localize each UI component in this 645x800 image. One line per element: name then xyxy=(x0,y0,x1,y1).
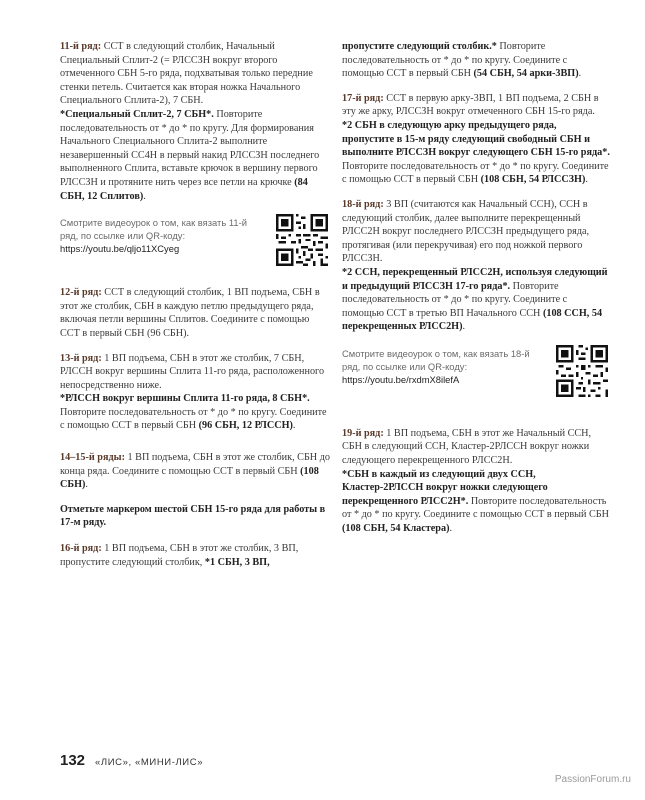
watermark: PassionForum.ru xyxy=(554,774,631,785)
row-18-paragraph xyxy=(342,198,610,334)
marker-note: Отметьте маркером шестой СБН 15-го ряда для работы в 17-м ряду. xyxy=(60,503,326,529)
row-17-end: . xyxy=(585,174,588,186)
video-link[interactable]: https://youtu.be/qljo11XCyeg xyxy=(60,243,180,255)
row-13-text: 1 ВП подъема, СБН в этот же столбик, 7 СБН, РЛССН вокруг вершины Сплита 11-го ряда, расположенного непосредственно ниже. xyxy=(60,352,325,391)
row-17-text-2: Повторите последовательность от * до * по кругу. Соедините с помощью ССТ в первый СБН xyxy=(342,160,609,186)
row-17-paragraph xyxy=(342,92,610,187)
row-17-text: ССТ в первую арку-3ВП, 1 ВП подъема, 2 СБН в эту же арку, РЛССЗН вокруг отмеченного СБН 15-го ряда. xyxy=(342,92,599,118)
row-11-paragraph xyxy=(60,40,330,203)
running-title: «ЛИС», «МИНИ-ЛИС» xyxy=(95,757,204,768)
row-18-text-2: Повторите последовательность от * до * по кругу. Соедините с помощью ССТ в третью ВП Начального ССН xyxy=(342,280,568,319)
row-11-heading: 11-й ряд: xyxy=(60,41,102,52)
row-18-repeat: *2 ССН, перекрещенный РЛСС2Н, используя следующий и предыдущий РЛССЗН 17-го ряда*. xyxy=(342,266,608,292)
row-13-end: . xyxy=(292,420,296,432)
row-13-heading: 13-й ряд: xyxy=(60,352,102,364)
qr-code-icon[interactable] xyxy=(556,345,608,397)
row-19-paragraph xyxy=(342,427,610,536)
row-12-heading: 12-й ряд: xyxy=(60,287,102,299)
rows-14-15-count: (108 СБН) xyxy=(60,465,319,491)
row-17-repeat: *2 СБН в следующую арку предыдущего ряда, пропустите в 15-м ряду следующий свободный СБН и выполните РЛССЗН вокруг следующего СБН 15-го ряда*. xyxy=(342,119,610,159)
row-16-heading: 16-й ряд: xyxy=(60,543,102,555)
page-footer xyxy=(60,752,203,770)
row-17-count: (108 СБН, 54 РЛССЗН) xyxy=(480,174,586,186)
left-column xyxy=(60,40,330,580)
right-column xyxy=(342,40,610,547)
row-19-text: 1 ВП подъема, СБН в этот же Начальный ССН, СБН в следующий ССН, Кластер-2РЛССН вокруг ножки следующего перекрещенного РЛСС2Н. xyxy=(342,427,592,467)
row-16-continued xyxy=(342,40,610,81)
row-16-count: (54 СБН, 54 арки-3ВП) xyxy=(473,68,579,80)
qr-caption xyxy=(342,347,542,386)
row-18-end: . xyxy=(462,321,466,333)
row-13-paragraph xyxy=(60,352,330,434)
row-11-repeat: *Специальный Сплит-2, 7 СБН*. xyxy=(60,108,214,120)
row-19-end: . xyxy=(449,523,453,535)
row-12-paragraph xyxy=(60,286,330,340)
row-16-text: 1 ВП подъема, СБН в этот же столбик, 3 ВП, пропустите следующий столбик, xyxy=(60,543,299,568)
rows-14-15-end: . xyxy=(85,479,88,491)
row-19-repeat: *СБН в каждый из следующий двух ССН, Кластер-2РЛССН вокруг ножки следующего перекрещенного РЛСС2Н*. xyxy=(342,468,548,507)
qr-block-row-11 xyxy=(60,214,330,272)
row-16-repeat-end: пропустите следующий столбик.* xyxy=(342,41,497,52)
row-18-count: (108 ССН, 54 перекрещенных РЛСС2Н) xyxy=(342,307,603,333)
row-16-cont-text: Повторите последовательность от * до * по кругу. Соедините с помощью ССТ в первый СБН xyxy=(342,41,568,80)
row-11-text: ССТ в следующий столбик, Начальный Специальный Сплит-2 (= РЛССЗН вокруг второго отмеченного СБН 5-го ряда, подхватывая только передние стенки петель. Считается как вторая ножка Начального Специального Сплита-2), 7 СБН. xyxy=(60,41,313,107)
row-13-count: (96 СБН, 12 РЛССН) xyxy=(198,420,293,432)
row-18-text: 3 ВП (считаются как Начальный ССН), ССН в следующий столбик, далее выполните перекрещенный РЛСС2Н вокруг последнего РЛССЗН предыдущего ряда, протягивая (или перекручивая) его под ножкой первого РЛССЗН. xyxy=(342,198,590,265)
rows-14-15-paragraph xyxy=(60,451,330,492)
row-13-text-2: Повторите последовательность от * до * по кругу. Соедините с помощью ССТ в первый СБН xyxy=(60,406,327,432)
page-number: 132 xyxy=(60,752,86,769)
row-16-repeat: *1 СБН, 3 ВП, xyxy=(204,556,270,568)
row-17-heading: 17-й ряд: xyxy=(342,92,384,104)
rows-14-15-heading: 14–15-й ряды: xyxy=(60,452,125,464)
rows-14-15-text: 1 ВП подъема, СБН в этот же столбик, СБН до конца ряда. Соедините с помощью ССТ в первый СБН xyxy=(60,452,330,477)
qr-code-icon[interactable] xyxy=(276,214,328,266)
row-16-paragraph xyxy=(60,542,330,569)
row-18-heading: 18-й ряд: xyxy=(342,198,384,210)
row-11-text-2: Повторите последовательность от * до * по кругу. Для формирования Начального Специального Сплита-2 выполните незавершенный СС4Н в первый накид РЛССЗН последнего выполненного Сплита, вставьте крючок в вершину первого РЛССЗН и протяните нить через все петли на крючке xyxy=(60,108,320,188)
qr-caption-text: Смотрите видеоурок о том, как вязать 18-й ряд, по ссылке или QR-коду: xyxy=(342,347,530,372)
qr-block-row-18 xyxy=(342,345,610,403)
row-11-count: (84 СБН, 12 Сплитов) xyxy=(60,176,308,202)
row-19-text-2: Повторите последовательность от * до * по кругу. Соедините с помощью ССТ в первый СБН xyxy=(342,495,610,521)
row-12-text: ССТ в следующий столбик, 1 ВП подъема, СБН в этот же столбик, СБН в каждую петлю предыдущего ряда, включая петли вершины Сплитов. Соедините с помощью ССТ в первый СБН (96 СБН). xyxy=(60,287,320,339)
qr-caption-text: Смотрите видеоурок о том, как вязать 11-й ряд, по ссылке или QR-коду: xyxy=(60,217,247,242)
row-16-cont-end: . xyxy=(578,68,582,80)
video-link[interactable]: https://youtu.be/rxdmX8ilefA xyxy=(342,373,460,385)
qr-caption xyxy=(60,216,260,255)
row-19-count: (108 СБН, 54 Кластера) xyxy=(342,523,450,535)
row-11-end: . xyxy=(143,190,146,202)
row-19-heading: 19-й ряд: xyxy=(342,427,384,439)
row-13-repeat: *РЛССН вокруг вершины Сплита 11-го ряда, 8 СБН*. xyxy=(60,393,310,405)
